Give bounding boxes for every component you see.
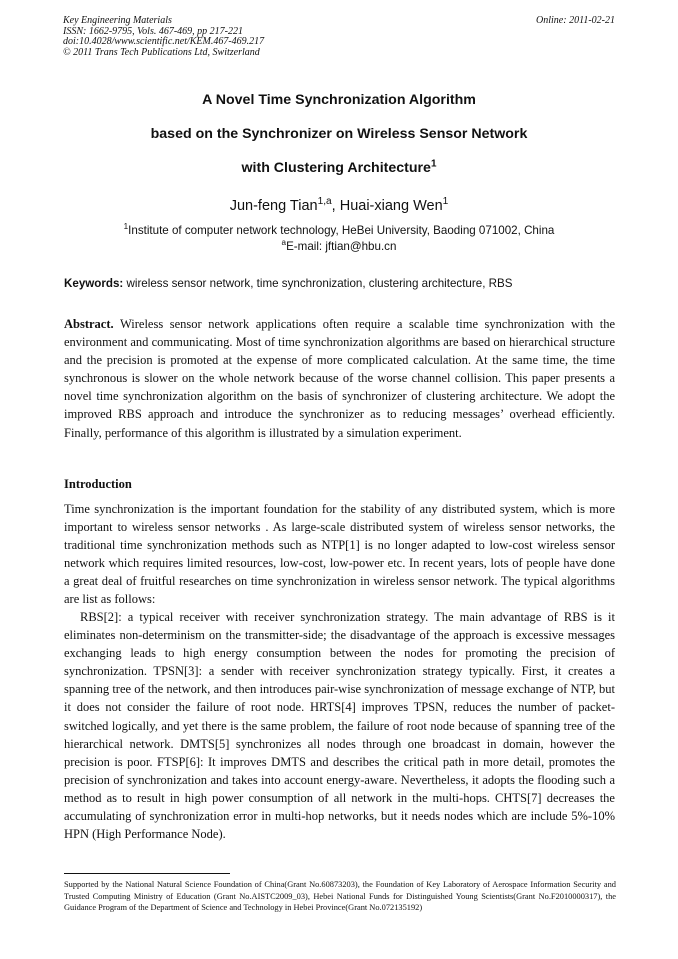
journal-name: Key Engineering Materials (63, 15, 172, 26)
affiliation-text: Institute of computer network technology, HeBei University, Baoding 071002, China (128, 224, 555, 237)
intro-paragraph-2: RBS[2]: a typical receiver with receiver synchronization strategy. The main advantage of RBS is it eliminates non-determinism on the transmitter-side; the disadvantage of the approach is excessive messages exchanging leads to high energy consumption between the nodes for promoting the precision of synchronization. TPSN[3]: a sender with receiver synchronization strategy typically. First, it creates a spanning tree of the network, and then introduces pair-wise synchronization of message exchange of NTP, but it does not consider the failure of root node. HRTS[4] improves TPSN, reduces the number of packet-switched logically, and yet there is the same problem, the failure of root node because of spanning tree of the hierarchical network. DMTS[5] synchronizes all nodes through one broadcast in domain, however the precision is poor. FTSP[6]: It improves DMTS and describes the critical path in more detail, promotes the precision of synchronization and takes into account energy-aware. Nevertheless, it adopts the flooding such a method as to result in high power consumption of all network in the multi-hops. CHTS[7] decreases the accumulating of synchronization error in multi-hop networks, but it needs nodes which are include 5%-10% HPN (High Performance Node). (64, 610, 615, 842)
author-2-affil-mark: 1 (442, 196, 449, 208)
email (30, 240, 648, 253)
journal-header (63, 16, 615, 58)
keywords (64, 277, 616, 290)
author-1: Jun-feng Tian (229, 198, 318, 214)
copyright-line: © 2011 Trans Tech Publications Ltd, Switzerland (63, 46, 260, 58)
author-separator: , (331, 198, 340, 214)
issn-line: ISSN: 1662-9795, Vols. 467-469, pp 217-221 (63, 25, 243, 37)
footnote-rule (64, 873, 230, 874)
title-line-2: based on the Synchronizer on Wireless Sensor Network (150, 126, 528, 142)
title-footnote-mark: 1 (430, 158, 437, 170)
author-list (30, 198, 648, 214)
email-text: E-mail: jftian@hbu.cn (286, 240, 397, 253)
title-line-3-text: with Clustering Architecture (241, 160, 431, 176)
keywords-label: Keywords: (64, 277, 124, 290)
title-line-3 (30, 160, 648, 176)
doi-line: doi:10.4028/www.scientific.net/KEM.467-469.217 (63, 36, 265, 47)
abstract-text: Wireless sensor network applications often require a scalable time synchronization with the environment and communicating. Most of time synchronization algorithms are based on hierarchical structure and the precision is promoted at the expense of more complicated calculation. At the same time, the time synchronous is slower on the whole network because of the worse channel collision. This paper presents a novel time synchronization algorithm on the basis of synchronizer of clustering architecture. We adopt the improved RBS approach and introduce the synchronizer as to reducing messages’ overhead efficiently. Finally, performance of this algorithm is illustrated by a simulation experiment. (64, 317, 615, 440)
online-date: Online: 2011-02-21 (536, 15, 615, 26)
email-mark: a (281, 238, 287, 248)
intro-paragraph-1: Time synchronization is the important foundation for the stability of any distributed system, which is more important to wireless sensor networks . As large-scale distributed system of wireless sensor networks, the traditional time synchronization methods such as NTP[1] is no longer adapted to low-cost wireless sensor network which requires limited resources, low-cost, low-power etc. In recent years, lots of people have done a great deal of fruitful researches on time synchronization in wireless sensor network. The typical algorithms are list as follows: (64, 502, 615, 607)
author-1-affil-mark: 1,a (317, 196, 332, 208)
section-heading-introduction: Introduction (64, 477, 132, 491)
author-2: Huai-xiang Wen (339, 198, 443, 214)
footnote: Supported by the National Natural Science Foundation of China(Grant No.60873203), the Foundation of Key Laboratory of Aerospace Information Security and Trusted Computing Ministry of Education (Grant No.AISTC2009_03), Hebei National Funds for Distinguished Young Scientists(Grant No.F2010000317), the Guidance Program of the Department of Science and Technology in Hebei Province(Grant No.072135192) (64, 880, 616, 913)
abstract (64, 315, 615, 442)
title-line-1: A Novel Time Synchronization Algorithm (202, 92, 476, 108)
abstract-label: Abstract. (64, 317, 114, 331)
affiliation-mark: 1 (123, 222, 129, 232)
keywords-text: wireless sensor network, time synchronization, clustering architecture, RBS (123, 277, 513, 290)
affiliation (30, 224, 648, 237)
